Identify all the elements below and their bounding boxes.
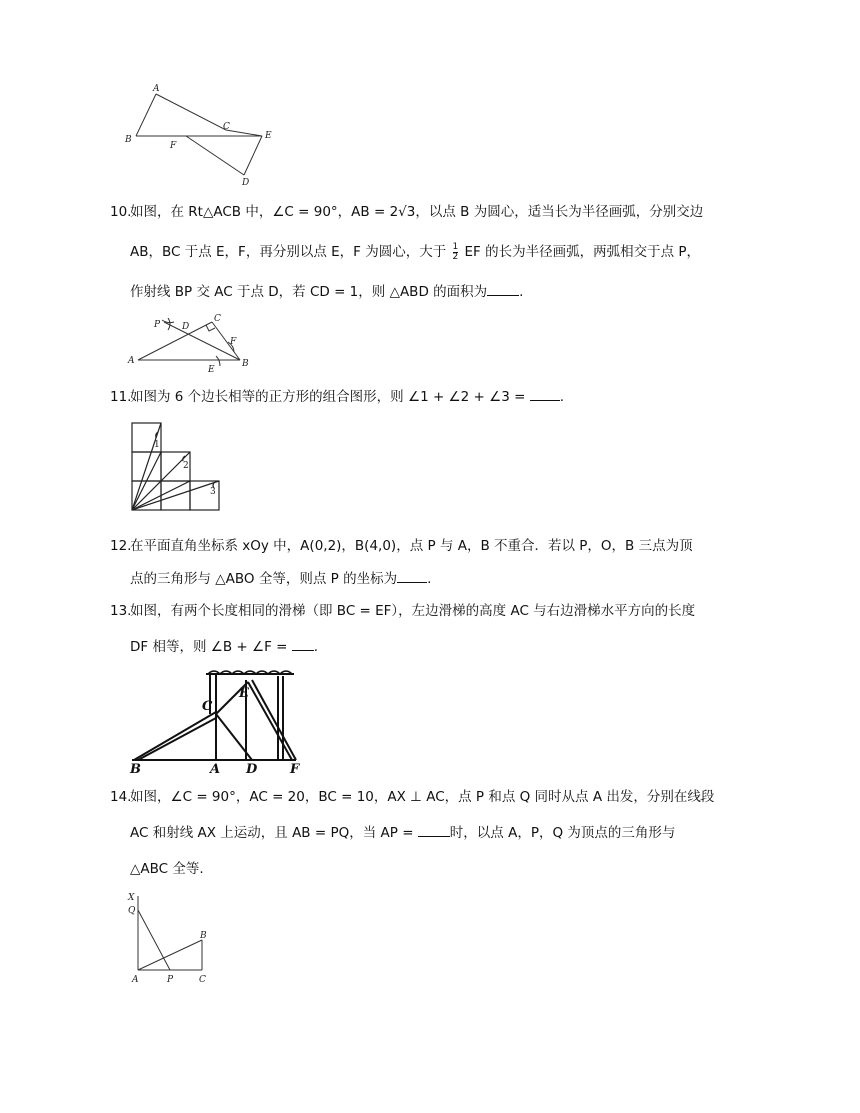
question-text-line: 如图，∠C = 90°，AC = 20，BC = 10，AX ⊥ AC，点 P 和点 Q 同时从点 A 出发，分别在线段 bbox=[130, 789, 715, 805]
label-b: B bbox=[130, 762, 141, 776]
answer-blank[interactable] bbox=[418, 824, 450, 837]
punctuation: . bbox=[519, 284, 524, 300]
answer-blank[interactable] bbox=[530, 388, 560, 401]
question-number: 12. bbox=[110, 538, 132, 554]
question-text-line bbox=[130, 823, 675, 843]
angle-label-1: 1 bbox=[154, 440, 160, 450]
question-text-line bbox=[130, 282, 523, 302]
question-number: 10. bbox=[110, 204, 132, 220]
question-text: DF 相等，则 ∠B + ∠F = bbox=[130, 639, 288, 655]
label-q: Q bbox=[128, 906, 136, 916]
label-e: E bbox=[239, 686, 249, 701]
label-p: P bbox=[154, 320, 161, 330]
question-text: 作射线 BP 交 AC 于点 D，若 CD = 1，则 △ABD 的面积为 bbox=[130, 284, 488, 300]
question-text: 如图为 6 个边长相等的正方形的组合图形，则 ∠1 + ∠2 + ∠3 = bbox=[130, 389, 526, 405]
label-c: C bbox=[214, 314, 221, 324]
label-c: C bbox=[223, 122, 230, 132]
angle-label-3: 3 bbox=[210, 487, 216, 497]
label-e: E bbox=[265, 131, 272, 141]
label-b: B bbox=[242, 359, 249, 369]
label-a: A bbox=[210, 762, 221, 776]
label-d: D bbox=[242, 178, 250, 188]
figure-q14-triangles bbox=[124, 888, 220, 988]
question-text: 时，以点 A，P，Q 为顶点的三角形与 bbox=[449, 825, 676, 841]
question-number: 13. bbox=[110, 603, 132, 619]
label-d: D bbox=[182, 322, 190, 332]
question-text-line bbox=[130, 569, 431, 589]
punctuation: . bbox=[427, 571, 432, 587]
question-text-line: 如图，在 Rt△ACB 中，∠C = 90°，AB = 2√3，以点 B 为圆心，适当长为半径画弧，分别交边 bbox=[130, 204, 704, 220]
question-text: EF 的长为半径画弧，两弧相交于点 P， bbox=[464, 244, 701, 260]
label-x: X bbox=[128, 893, 135, 903]
question-text: 点的三角形与 △ABO 全等，则点 P 的坐标为 bbox=[130, 571, 398, 587]
answer-blank[interactable] bbox=[292, 638, 314, 651]
label-f: F bbox=[170, 141, 177, 151]
fraction-denominator: 2 bbox=[452, 251, 459, 262]
figure-q11-squares bbox=[128, 420, 224, 512]
figure-q10-triangle bbox=[124, 312, 254, 374]
answer-blank[interactable] bbox=[397, 570, 427, 583]
question-text-line bbox=[130, 242, 700, 262]
punctuation: . bbox=[313, 639, 319, 655]
question-text-line bbox=[130, 387, 564, 407]
label-f: F bbox=[290, 762, 300, 776]
label-a: A bbox=[132, 975, 139, 985]
label-c: C bbox=[199, 975, 206, 985]
question-text-line: △ABC 全等. bbox=[130, 861, 204, 877]
label-b: B bbox=[200, 931, 207, 941]
question-number: 11. bbox=[110, 389, 132, 405]
label-e: E bbox=[208, 365, 215, 374]
question-text-line bbox=[130, 637, 318, 657]
punctuation: . bbox=[559, 389, 565, 405]
question-text-line: 在平面直角坐标系 xOy 中，A(0,2)，B(4,0)，点 P 与 A，B 不重合．若以 P，O，B 三点为顶 bbox=[130, 538, 693, 554]
label-f: F bbox=[230, 337, 237, 347]
label-p: P bbox=[167, 975, 174, 985]
answer-blank[interactable] bbox=[487, 283, 519, 296]
question-text-line: 如图，有两个长度相同的滑梯（即 BC = EF），左边滑梯的高度 AC 与右边滑梯水平方向的长度 bbox=[130, 603, 696, 619]
figure-q13-slides bbox=[128, 664, 308, 776]
label-c: C bbox=[202, 699, 213, 714]
angle-label-2: 2 bbox=[183, 461, 189, 471]
label-b: B bbox=[125, 135, 132, 145]
fraction-half bbox=[453, 243, 459, 262]
label-a: A bbox=[153, 84, 160, 94]
question-text: AB，BC 于点 E，F，再分别以点 E，F 为圆心，大于 bbox=[130, 244, 447, 260]
label-a: A bbox=[128, 356, 135, 366]
label-d: D bbox=[246, 762, 258, 776]
fraction-numerator: 1 bbox=[452, 241, 459, 252]
figure-parallelogram-triangles bbox=[120, 82, 290, 190]
question-text: AC 和射线 AX 上运动，且 AB = PQ，当 AP = bbox=[130, 825, 414, 841]
question-number: 14. bbox=[110, 789, 132, 805]
